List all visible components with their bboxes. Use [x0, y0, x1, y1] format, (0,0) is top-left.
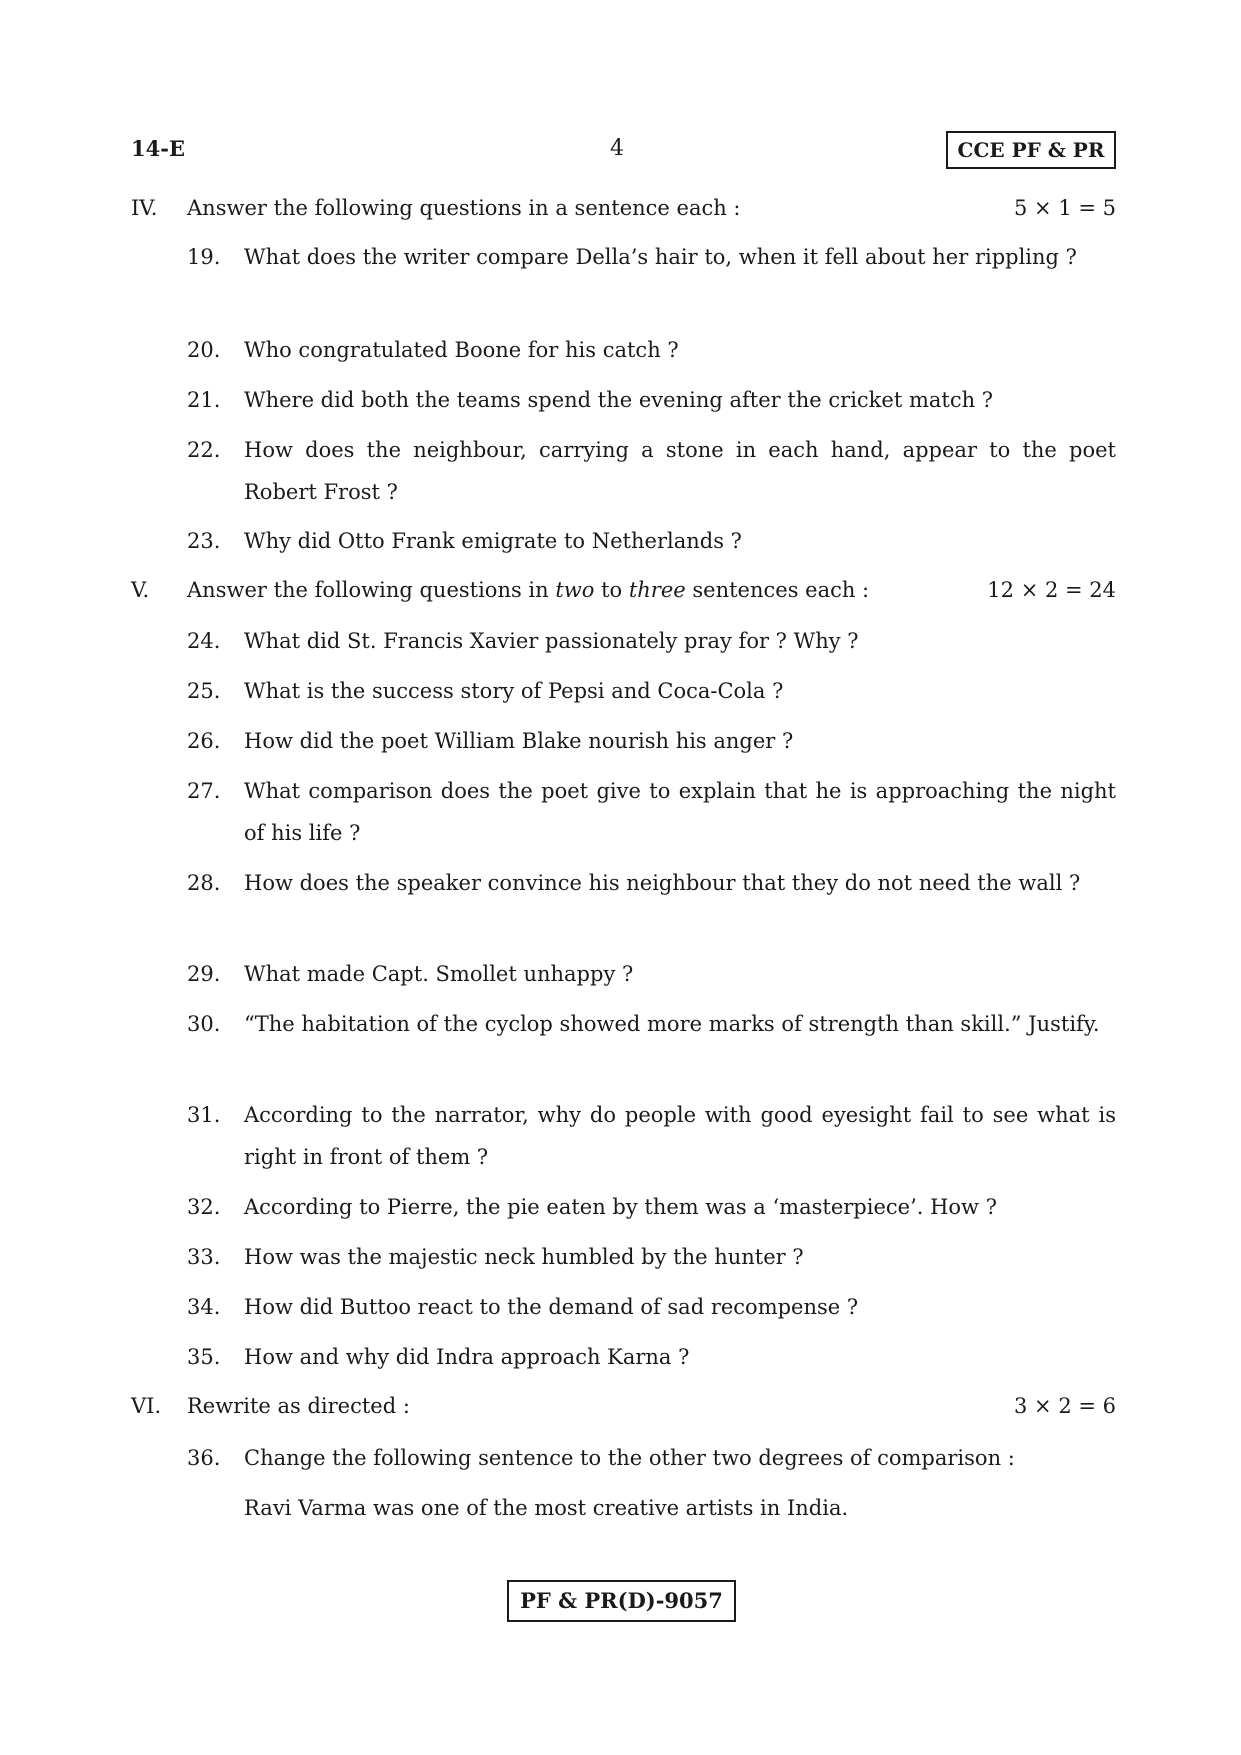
- question-number: 35.: [187, 1345, 221, 1369]
- question-24: [187, 620, 1116, 662]
- question-text: According to Pierre, the pie eaten by them was a ‘masterpiece’. How ?: [244, 1195, 997, 1219]
- question-text: What is the success story of Pepsi and Coca-Cola ?: [244, 679, 784, 703]
- question-20: [187, 329, 1116, 371]
- question-text: How and why did Indra approach Karna ?: [244, 1345, 690, 1369]
- question-22: [187, 429, 1116, 513]
- question-33: [187, 1236, 1116, 1278]
- section-v-heading: [131, 575, 1116, 605]
- question-36-sentence: Ravi Varma was one of the most creative artists in India.: [244, 1496, 849, 1520]
- question-text: What made Capt. Smollet unhappy ?: [244, 962, 634, 986]
- section-marks: 12 × 2 = 24: [987, 578, 1116, 602]
- footer-code-box: PF & PR(D)-9057: [507, 1580, 736, 1622]
- question-25: [187, 670, 1116, 712]
- question-text: Why did Otto Frank emigrate to Netherlands ?: [244, 529, 742, 553]
- question-number: 22.: [187, 438, 221, 462]
- question-34: [187, 1286, 1116, 1328]
- instruction-part: to: [594, 578, 629, 602]
- question-number: 19.: [187, 245, 221, 269]
- question-number: 31.: [187, 1103, 221, 1127]
- question-number: 30.: [187, 1012, 221, 1036]
- question-36: [187, 1437, 1116, 1479]
- question-number: 20.: [187, 338, 221, 362]
- section-number: VI.: [131, 1394, 162, 1418]
- question-32: [187, 1186, 1116, 1228]
- question-text: Where did both the teams spend the evening after the cricket match ?: [244, 388, 994, 412]
- question-30: [187, 1003, 1116, 1045]
- question-28: [187, 862, 1116, 904]
- section-iv-heading: [131, 193, 1116, 223]
- question-text: Change the following sentence to the other two degrees of comparison :: [244, 1446, 1015, 1470]
- instruction-part: sentences each :: [685, 578, 870, 602]
- section-marks: 3 × 2 = 6: [1014, 1394, 1116, 1418]
- question-number: 32.: [187, 1195, 221, 1219]
- question-21: [187, 379, 1116, 421]
- question-number: 36.: [187, 1446, 221, 1470]
- question-text: How was the majestic neck humbled by the hunter ?: [244, 1245, 804, 1269]
- question-number: 23.: [187, 529, 221, 553]
- exam-label-box: CCE PF & PR: [946, 131, 1116, 169]
- question-number: 34.: [187, 1295, 221, 1319]
- question-text: How did the poet William Blake nourish his anger ?: [244, 729, 794, 753]
- question-29: [187, 953, 1116, 995]
- question-number: 27.: [187, 779, 221, 803]
- section-instruction: [187, 575, 869, 605]
- section-vi-heading: [131, 1391, 1116, 1421]
- section-instruction: Answer the following questions in a sentence each :: [187, 196, 741, 220]
- instruction-emphasis: two: [555, 578, 595, 602]
- instruction-part: Answer the following questions in: [187, 578, 556, 602]
- paper-code: 14-E: [131, 136, 185, 161]
- question-number: 26.: [187, 729, 221, 753]
- question-27: [187, 770, 1116, 854]
- instruction-emphasis: three: [628, 578, 686, 602]
- section-number: IV.: [131, 196, 158, 220]
- question-number: 24.: [187, 629, 221, 653]
- question-number: 21.: [187, 388, 221, 412]
- question-text: “The habitation of the cyclop showed more marks of strength than skill.” Justify.: [244, 1012, 1100, 1036]
- question-35: [187, 1336, 1116, 1378]
- question-text: What does the writer compare Della’s hair to, when it fell about her rippling ?: [244, 245, 1077, 269]
- section-number: V.: [131, 578, 150, 602]
- question-text: Who congratulated Boone for his catch ?: [244, 338, 679, 362]
- page-number: 4: [610, 136, 624, 161]
- question-number: 25.: [187, 679, 221, 703]
- section-marks: 5 × 1 = 5: [1014, 196, 1116, 220]
- question-number: 29.: [187, 962, 221, 986]
- question-text: According to the narrator, why do people with good eyesight fail to see what is right in front of them ?: [244, 1103, 1116, 1169]
- question-text: How does the neighbour, carrying a stone in each hand, appear to the poet Robert Frost ?: [244, 438, 1116, 504]
- question-31: [187, 1094, 1116, 1178]
- question-text: What comparison does the poet give to explain that he is approaching the night of his life ?: [244, 779, 1116, 845]
- question-text: How does the speaker convince his neighbour that they do not need the wall ?: [244, 871, 1081, 895]
- question-number: 33.: [187, 1245, 221, 1269]
- question-text: What did St. Francis Xavier passionately pray for ? Why ?: [244, 629, 859, 653]
- question-text: How did Buttoo react to the demand of sad recompense ?: [244, 1295, 859, 1319]
- question-26: [187, 720, 1116, 762]
- section-instruction: Rewrite as directed :: [187, 1394, 410, 1418]
- question-23: [187, 520, 1116, 562]
- question-number: 28.: [187, 871, 221, 895]
- question-19: [187, 236, 1116, 278]
